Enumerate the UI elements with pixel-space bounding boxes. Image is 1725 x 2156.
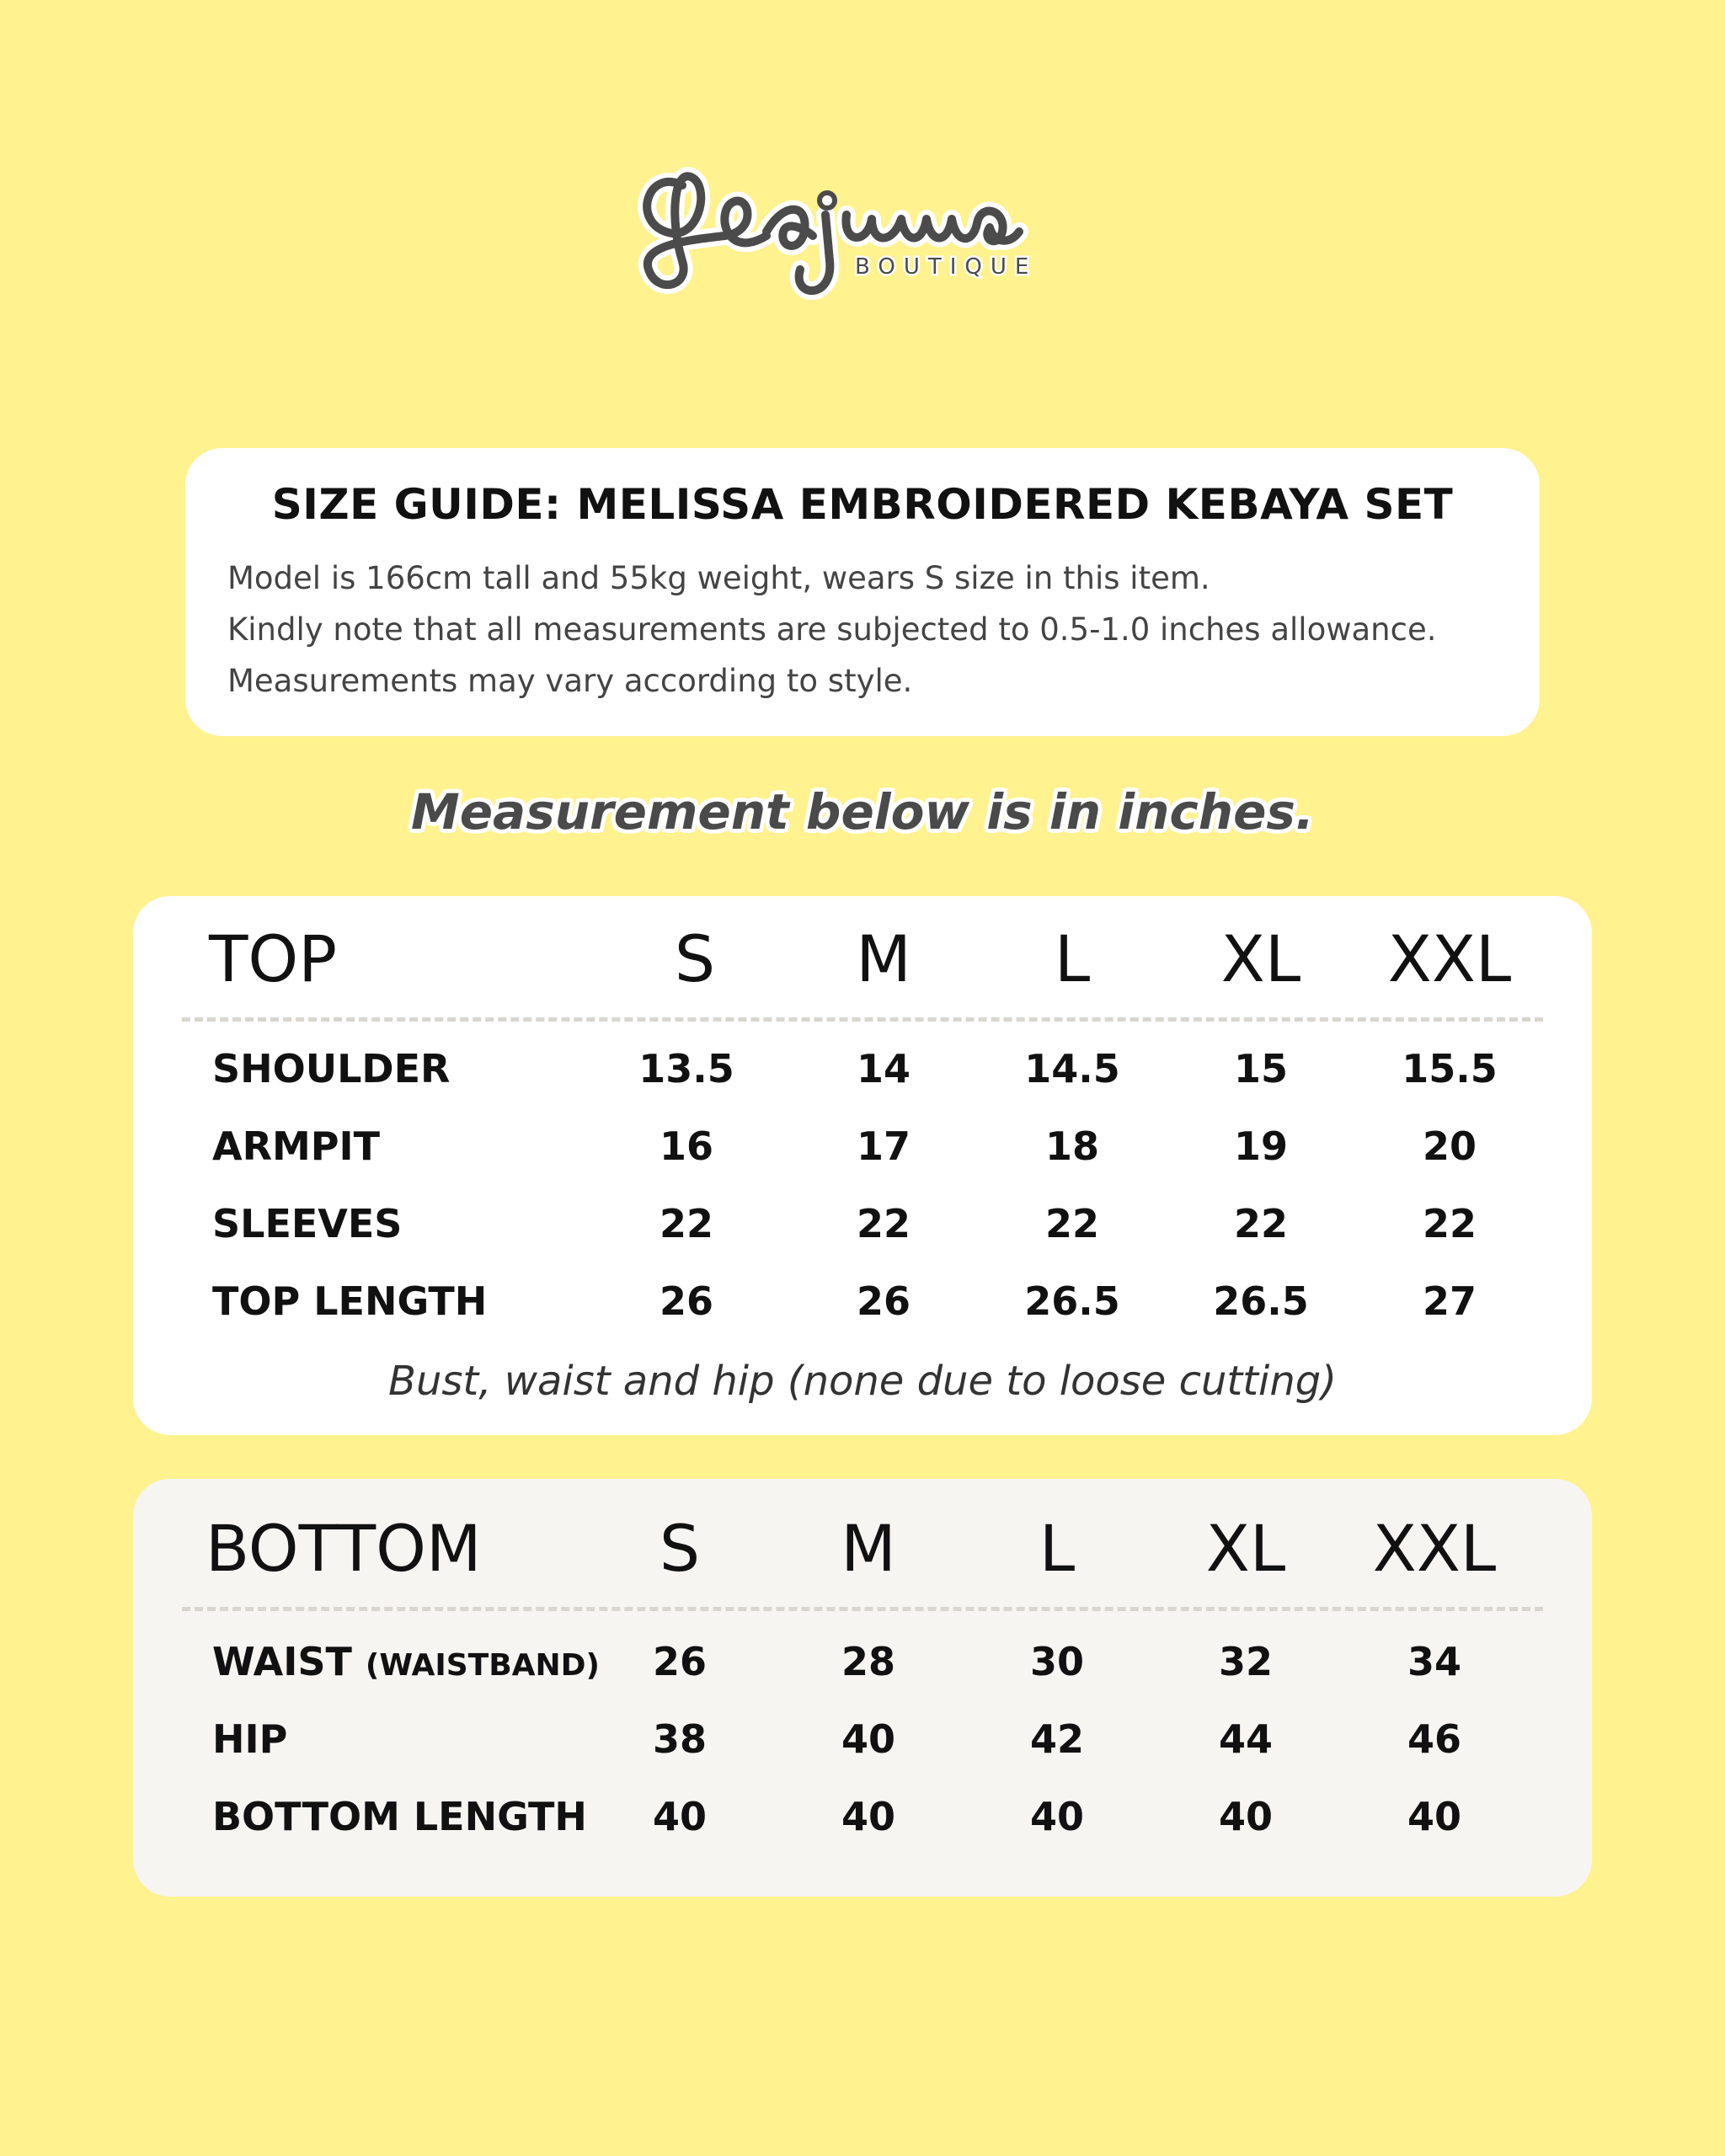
- top-cell: 14: [856, 1046, 911, 1091]
- bottom-cell: 46: [1407, 1716, 1461, 1762]
- top-cell: 15: [1233, 1046, 1288, 1091]
- top-cell: 22: [1233, 1201, 1288, 1246]
- top-cell: 22: [1422, 1201, 1477, 1246]
- top-cell: 18: [1044, 1123, 1099, 1169]
- bottom-cell: 42: [1029, 1716, 1084, 1762]
- top-cell: 22: [1044, 1201, 1099, 1246]
- top-row-label: ARMPIT: [212, 1123, 381, 1169]
- bottom-row-sublabel: (WAISTBAND): [365, 1648, 600, 1683]
- bottom-row-label-text: WAIST: [212, 1639, 352, 1684]
- bottom-size-header-xxl: XXL: [1372, 1511, 1497, 1586]
- top-size-header-l: L: [1054, 921, 1091, 996]
- top-cell: 26.5: [1024, 1278, 1120, 1324]
- top-table-divider: [182, 1017, 1543, 1022]
- top-cell: 14.5: [1024, 1046, 1120, 1091]
- brand-subtitle: BOUTIQUE: [855, 254, 1038, 280]
- top-cell: 26.5: [1213, 1278, 1309, 1324]
- bottom-cell: 40: [841, 1794, 895, 1839]
- bottom-table-divider: [182, 1607, 1543, 1611]
- bottom-cell: 40: [841, 1716, 895, 1762]
- bottom-row-label: BOTTOM LENGTH: [212, 1794, 587, 1839]
- bottom-cell: 28: [841, 1639, 895, 1684]
- top-table-heading: TOP: [209, 921, 338, 996]
- bottom-cell: 30: [1029, 1639, 1084, 1684]
- top-cell: 19: [1233, 1123, 1288, 1169]
- bottom-size-header-s: S: [659, 1511, 701, 1586]
- size-guide-info-card: [185, 448, 1540, 736]
- bottom-row-label: [212, 1639, 600, 1684]
- info-line-style: Measurements may vary according to style.: [227, 663, 913, 699]
- bottom-cell: 40: [652, 1794, 707, 1839]
- brand-logo: [632, 152, 1095, 303]
- top-size-header-xxl: XXL: [1387, 921, 1512, 996]
- top-cell: 17: [856, 1123, 911, 1169]
- size-guide-title: SIZE GUIDE: MELISSA EMBROIDERED KEBAYA SET: [271, 480, 1454, 529]
- bottom-size-table: [133, 1479, 1592, 1897]
- top-cell: 27: [1422, 1278, 1477, 1324]
- bottom-cell: 44: [1218, 1716, 1273, 1762]
- bottom-cell: 32: [1218, 1639, 1273, 1684]
- top-row-label: TOP LENGTH: [212, 1278, 488, 1324]
- top-cell: 13.5: [638, 1046, 734, 1091]
- top-cell: 16: [659, 1123, 713, 1169]
- top-cell: 20: [1422, 1123, 1477, 1169]
- top-cell: 22: [856, 1201, 911, 1246]
- top-size-header-s: S: [674, 921, 716, 996]
- top-size-table: [133, 896, 1592, 1435]
- top-cell: 26: [856, 1278, 911, 1324]
- bottom-cell: 40: [1407, 1794, 1461, 1839]
- bottom-size-header-l: L: [1039, 1511, 1076, 1586]
- top-cell: 26: [659, 1278, 713, 1324]
- bottom-table-heading: BOTTOM: [206, 1511, 482, 1586]
- top-cell: 22: [659, 1201, 713, 1246]
- top-cell: 15.5: [1402, 1046, 1498, 1091]
- bottom-cell: 38: [652, 1716, 707, 1762]
- top-size-header-m: M: [856, 921, 911, 996]
- bottom-cell: 40: [1218, 1794, 1273, 1839]
- bottom-cell: 40: [1029, 1794, 1084, 1839]
- bottom-size-header-m: M: [841, 1511, 896, 1586]
- info-line-allowance: Kindly note that all measurements are subjected to 0.5-1.0 inches allowance.: [227, 611, 1437, 648]
- top-table-footnote: Bust, waist and hip (none due to loose cutting): [388, 1358, 1337, 1405]
- top-row-label: SLEEVES: [212, 1201, 403, 1246]
- top-size-header-xl: XL: [1220, 921, 1301, 996]
- top-row-label: SHOULDER: [212, 1046, 451, 1091]
- measurement-unit-note: Measurement below is in inches.: [411, 783, 1314, 841]
- info-line-model: Model is 166cm tall and 55kg weight, wears S size in this item.: [227, 560, 1210, 596]
- bottom-row-label: HIP: [212, 1716, 288, 1762]
- bottom-size-header-xl: XL: [1205, 1511, 1286, 1586]
- bottom-cell: 34: [1407, 1639, 1461, 1684]
- bottom-cell: 26: [652, 1639, 707, 1684]
- brand-logo-graphic: [632, 152, 1095, 303]
